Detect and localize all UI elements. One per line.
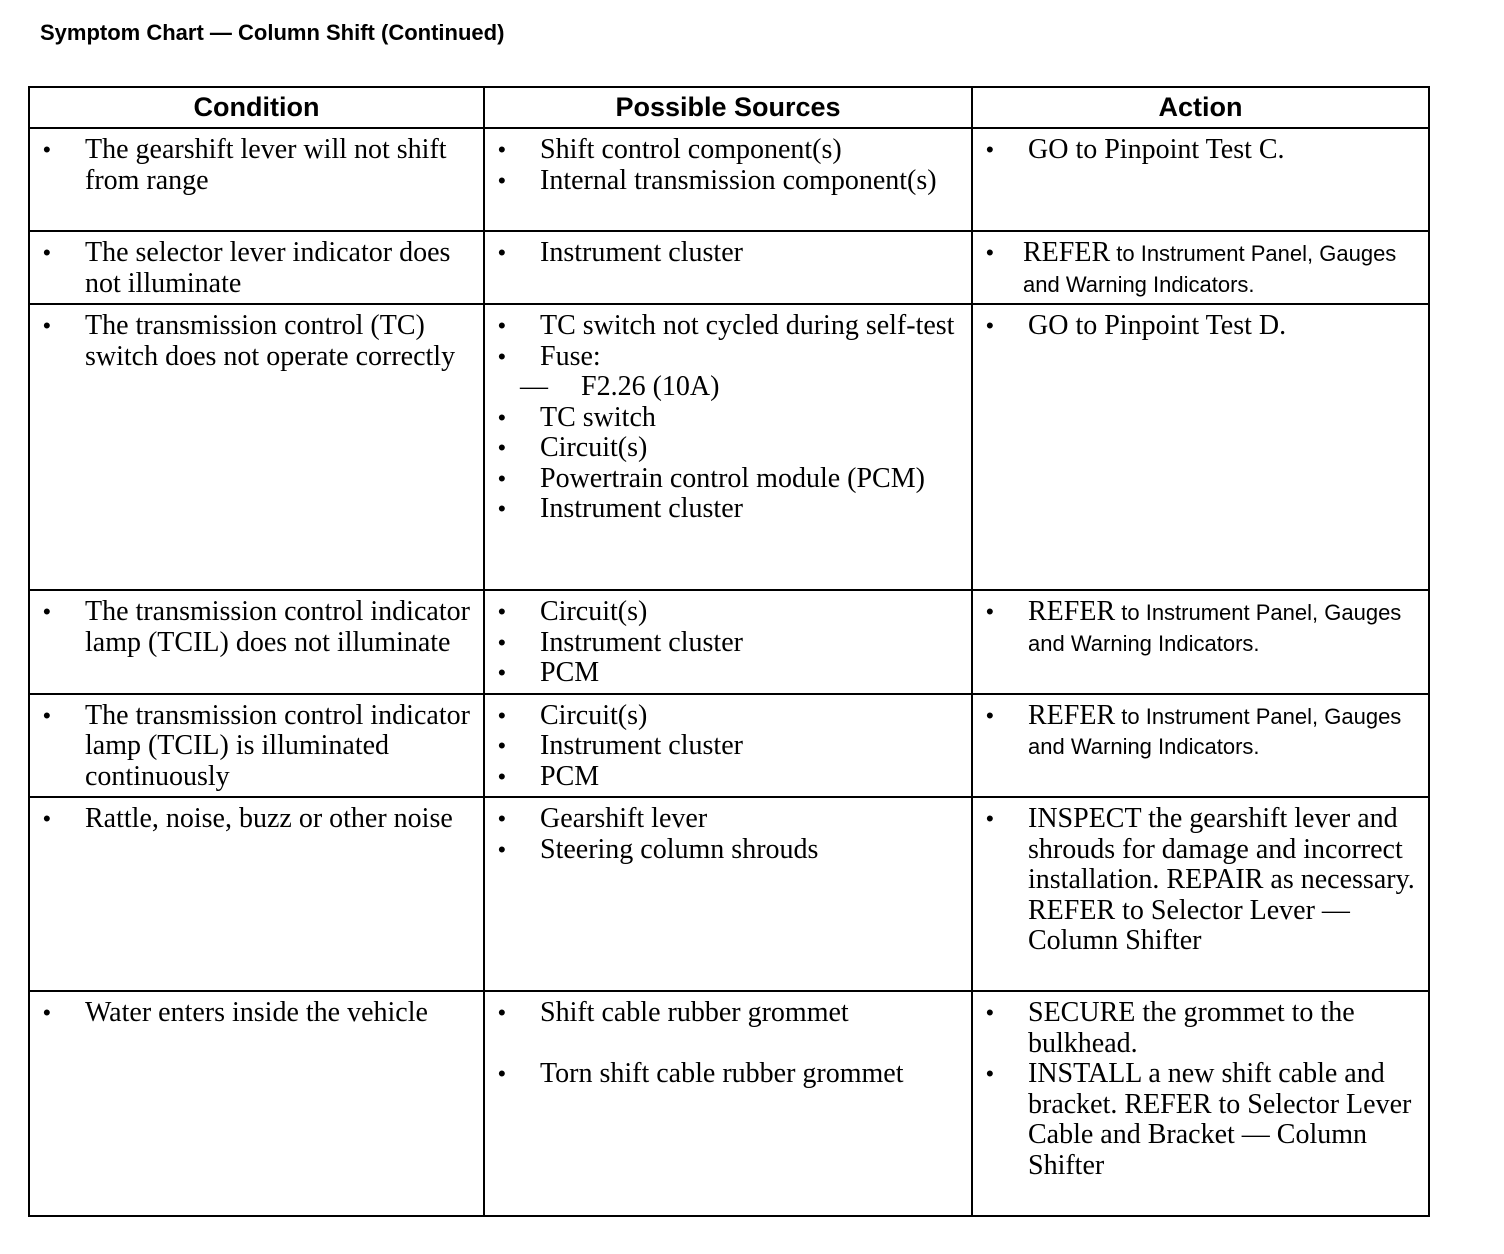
- action-text: GO to Pinpoint Test C.: [1028, 134, 1285, 165]
- action-reference: to Instrument Panel, Gauges and Warning Indicators.: [1028, 703, 1402, 759]
- source-text: TC switch not cycled during self-test: [540, 310, 955, 341]
- condition-cell: • The selector lever indicator does not illuminate: [29, 231, 484, 304]
- action-cell: • REFER to Instrument Panel, Gauges and Warning Indicators.: [972, 694, 1429, 798]
- page-title: Symptom Chart — Column Shift (Continued): [40, 20, 505, 45]
- symptom-chart-table: [28, 86, 1430, 1217]
- source-text: Steering column shrouds: [540, 833, 819, 865]
- condition-text: The transmission control indicator lamp (TCIL) does not illuminate: [85, 596, 470, 658]
- table-row: [29, 797, 1429, 991]
- table-header-row: [29, 87, 1429, 128]
- condition-text: The transmission control (TC) switch does not operate correctly: [85, 310, 456, 372]
- sources-cell: • Circuit(s) • Instrument cluster • PCM: [484, 590, 972, 694]
- header-action: Action: [972, 87, 1429, 128]
- sources-cell: • Instrument cluster: [484, 231, 972, 304]
- table-row: [29, 128, 1429, 231]
- action-text: SECURE the grommet to the bulkhead.: [1028, 997, 1355, 1059]
- condition-cell: • The transmission control indicator lamp (TCIL) does not illuminate: [29, 590, 484, 694]
- source-text: Circuit(s): [540, 699, 648, 731]
- sources-cell: • Shift cable rubber grommet • Torn shift cable rubber grommet: [484, 991, 972, 1216]
- source-text: Instrument cluster: [540, 730, 743, 761]
- action-cell: • REFER to Instrument Panel, Gauges and Warning Indicators.: [972, 590, 1429, 694]
- source-text: PCM: [540, 657, 600, 688]
- sources-cell: • Shift control component(s) • Internal transmission component(s): [484, 128, 972, 231]
- source-text: Instrument cluster: [540, 626, 743, 658]
- source-text: Gearshift lever: [540, 803, 708, 834]
- condition-text: The selector lever indicator does not illuminate: [85, 237, 451, 299]
- condition-cell: • The transmission control indicator lamp (TCIL) is illuminated continuously: [29, 694, 484, 798]
- table-row: [29, 991, 1429, 1216]
- source-text: Shift control component(s): [540, 134, 842, 165]
- action-text: INSTALL a new shift cable and bracket. REFER to Selector Lever Cable and Bracket — Column Shifter: [1028, 1058, 1412, 1181]
- action-cell: • GO to Pinpoint Test C.: [972, 128, 1429, 231]
- action-keyword: REFER: [1023, 237, 1111, 268]
- source-text: Instrument cluster: [540, 493, 743, 524]
- source-text: PCM: [540, 760, 600, 792]
- header-condition: Condition: [29, 87, 484, 128]
- source-text: Circuit(s): [540, 596, 648, 627]
- condition-text: Water enters inside the vehicle: [85, 997, 428, 1028]
- action-keyword: REFER: [1028, 699, 1116, 731]
- action-cell: • INSPECT the gearshift lever and shrouds for damage and incorrect installation. REPAIR as necessary. REFER to Selector Lever — Column Shifter: [972, 797, 1429, 991]
- action-text: INSPECT the gearshift lever and shrouds for damage and incorrect installation. REPAIR as necessary. REFER to Selector Lever — Column Shifter: [1028, 803, 1415, 956]
- condition-text: Rattle, noise, buzz or other noise: [85, 803, 453, 834]
- condition-cell: • Water enters inside the vehicle: [29, 991, 484, 1216]
- action-text: GO to Pinpoint Test D.: [1028, 310, 1287, 341]
- fuse-dash: —: [520, 371, 548, 402]
- source-text: Torn shift cable rubber grommet: [540, 1057, 904, 1089]
- sources-cell: • TC switch not cycled during self-test • Fuse: — F2.26 (10A) • TC switch • Circuit(s) • Powertrain control module (PCM) • Instrument cluster: [484, 304, 972, 590]
- fuse-value: F2.26 (10A): [581, 371, 720, 402]
- table-row: [29, 304, 1429, 590]
- action-reference: to Instrument Panel, Gauges and Warning Indicators.: [1028, 600, 1402, 656]
- source-text: TC switch: [540, 401, 656, 433]
- source-text: Circuit(s): [540, 432, 648, 463]
- sources-cell: • Circuit(s) • Instrument cluster • PCM: [484, 694, 972, 798]
- source-text: Instrument cluster: [540, 237, 743, 268]
- table-row: [29, 694, 1429, 798]
- sources-cell: • Gearshift lever • Steering column shrouds: [484, 797, 972, 991]
- condition-text: The transmission control indicator lamp (TCIL) is illuminated continuously: [85, 699, 470, 792]
- source-text: Shift cable rubber grommet: [540, 997, 849, 1028]
- action-cell: • REFER to Instrument Panel, Gauges and Warning Indicators.: [972, 231, 1429, 304]
- table-row: [29, 231, 1429, 304]
- action-cell: • SECURE the grommet to the bulkhead. • INSTALL a new shift cable and bracket. REFER to Selector Lever Cable and Bracket — Column Shifter: [972, 991, 1429, 1216]
- condition-cell: • The gearshift lever will not shift from range: [29, 128, 484, 231]
- table-row: [29, 590, 1429, 694]
- source-text: Powertrain control module (PCM): [540, 462, 925, 494]
- condition-cell: • The transmission control (TC) switch does not operate correctly: [29, 304, 484, 590]
- condition-text: The gearshift lever will not shift from range: [85, 134, 447, 196]
- action-cell: • GO to Pinpoint Test D.: [972, 304, 1429, 590]
- source-text: Fuse:: [540, 340, 601, 372]
- condition-cell: • Rattle, noise, buzz or other noise: [29, 797, 484, 991]
- header-possible-sources: Possible Sources: [484, 87, 972, 128]
- action-reference: to Instrument Panel, Gauges and Warning Indicators.: [1023, 241, 1397, 297]
- action-keyword: REFER: [1028, 596, 1116, 627]
- source-text: Internal transmission component(s): [540, 164, 937, 196]
